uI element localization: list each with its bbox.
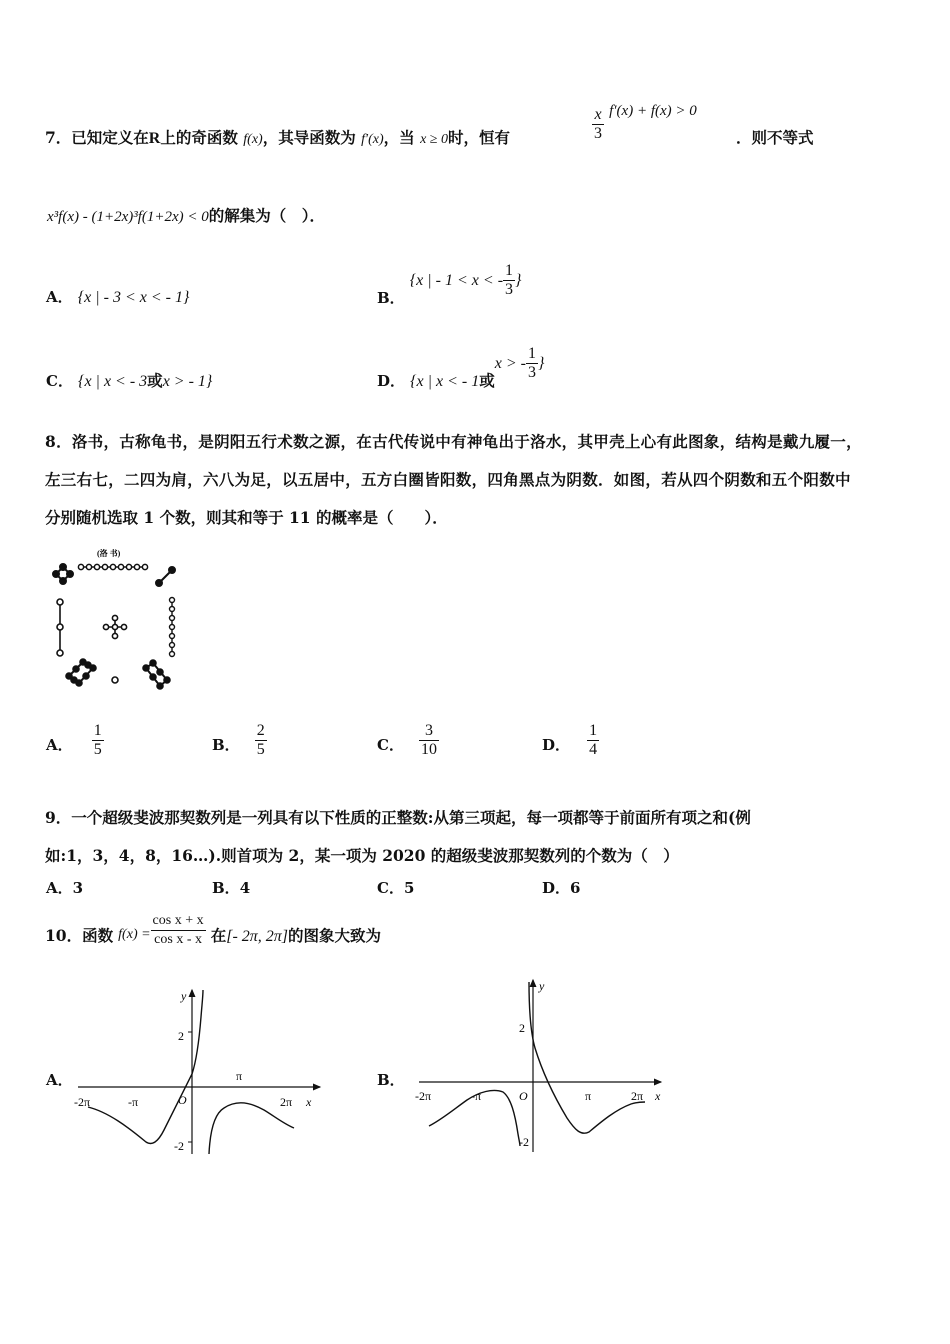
q8-option-a-label: A．	[46, 736, 73, 754]
q7-stem-b: 上的奇函数	[160, 128, 238, 147]
q8-option-a-den: 5	[93, 741, 102, 758]
q7-option-d-close: }	[537, 355, 545, 372]
q7-stem-a: 7．已知定义在	[45, 128, 149, 147]
q7-option-b[interactable]	[377, 262, 521, 308]
q9-option-d-label: D．	[542, 879, 571, 897]
q10-stem-c: 的图象大致为	[288, 926, 382, 945]
graph-b-y-bottom: -2	[519, 1135, 529, 1149]
luoshu-four-yin	[53, 564, 73, 584]
q7-ineq-num: x	[592, 106, 604, 125]
q8-option-d[interactable]	[542, 722, 599, 759]
q7-stem-line1	[45, 126, 510, 148]
q8-option-d-label: D．	[542, 736, 571, 754]
graph-b-origin: O	[519, 1089, 528, 1103]
luoshu-nine-yang	[78, 564, 148, 569]
q7-stem-c: ，其导函数为	[262, 128, 356, 147]
q7-stem-g: 的解集为（ ）．	[208, 206, 326, 225]
q10-stem-a: 10．函数	[45, 926, 114, 945]
q10-option-a-label[interactable]: A．	[46, 1071, 73, 1089]
q9-option-c-value: 5	[403, 879, 415, 897]
q7-option-c-math-b: x > - 1}	[162, 373, 213, 390]
q9-line1: 9．一个超级斐波那契数列是一列具有以下性质的正整数:从第三项起，每一项都等于前面所有项之和(例	[45, 808, 751, 827]
graph-a-curve-right	[209, 1103, 294, 1154]
graph-a-y-bottom: -2	[174, 1139, 184, 1153]
graph-a-x-label: x	[306, 1095, 312, 1109]
q7-stem-line2	[47, 204, 325, 226]
q7-option-b-label: B．	[377, 289, 405, 307]
q8-option-c-num: 3	[419, 722, 439, 741]
luoshu-one-yang	[112, 677, 118, 683]
q9-option-a-value: 3	[72, 879, 84, 897]
q8-option-a[interactable]	[46, 722, 104, 759]
q9-option-c-label: C．	[377, 879, 404, 897]
q7-option-a[interactable]	[46, 286, 189, 307]
q7-ineq-fraction	[592, 106, 604, 143]
q7-option-d-num: 1	[527, 345, 536, 362]
q8-option-b-num: 2	[256, 722, 265, 739]
q7-option-d-math-b: x > -	[494, 355, 526, 372]
q8-option-d-fraction	[587, 722, 599, 759]
graph-a-x-left: -2π	[74, 1095, 91, 1109]
q10-stem-b: 在	[210, 926, 227, 945]
graph-b-x-left: -2π	[415, 1089, 432, 1103]
graph-a-x-mid-right: π	[236, 1069, 243, 1083]
q8-line1: 8．洛书，古称龟书，是阴阳五行术数之源，在古代传说中有神龟出于洛水，其甲壳上心有此图象，结构是戴九履一，	[45, 432, 862, 451]
q7-option-d-den: 3	[527, 364, 536, 381]
graph-a-curve-left	[88, 990, 203, 1144]
luoshu-seven-yang	[170, 598, 175, 657]
luoshu-five-yang	[103, 615, 126, 638]
q7-option-d-or: 或	[479, 371, 495, 390]
q7-option-b-close: }	[515, 272, 522, 289]
q10-fdef: f(x) =	[118, 927, 151, 942]
q9-line2: 如:1，3，4，8，16…).则首项为 2，某一项为 2020 的超级斐波那契数列的个数为（ ）	[45, 846, 679, 865]
q10-stem	[45, 912, 381, 949]
q8-option-d-num: 1	[589, 722, 598, 739]
q7-option-c-label: C．	[46, 372, 73, 390]
graph-b-x-label: x	[655, 1089, 661, 1103]
luoshu-six-yin	[143, 660, 170, 689]
q7-inequality2: x³f(x) - (1+2x)³f(1+2x) < 0	[47, 209, 209, 225]
q8-option-b[interactable]	[212, 722, 267, 759]
q8-option-c[interactable]	[377, 722, 439, 759]
q8-option-c-fraction	[419, 722, 439, 759]
graph-a-origin: O	[178, 1093, 187, 1107]
q7-stem-d: ，当	[383, 128, 415, 147]
q7-option-d-math-a: {x | x < - 1	[410, 373, 480, 390]
q7-set-R: R	[148, 130, 161, 147]
q7-option-a-label: A．	[46, 288, 73, 306]
luoshu-title: (洛 书)	[97, 549, 121, 558]
luoshu-two-yin	[156, 567, 175, 586]
q7-option-c-math-a: {x | x < - 3	[78, 373, 148, 390]
q7-fx: f(x)	[243, 132, 263, 147]
q10-num: cos x + x	[151, 912, 206, 931]
q7-option-b-den: 3	[505, 281, 514, 298]
q8-option-d-den: 4	[589, 741, 598, 758]
graph-b-y-label: y	[539, 979, 545, 993]
q7-option-d-fraction	[526, 345, 538, 382]
q7-option-b-fraction	[503, 262, 515, 299]
q10-den: cos x - x	[154, 932, 202, 947]
q7-option-b-num: 1	[505, 262, 514, 279]
graph-b-curve-right	[529, 982, 645, 1133]
q7-ineq-rest: f′(x) + f(x) > 0	[609, 103, 697, 119]
q7-option-c[interactable]	[46, 369, 212, 391]
graph-a-y-top: 2	[178, 1029, 184, 1043]
q7-stem-e: 时，恒有	[447, 128, 510, 147]
q9-option-b-label: B．	[212, 879, 240, 897]
graph-a-x-right: 2π	[280, 1095, 293, 1109]
q7-ineq-den: 3	[594, 125, 602, 142]
q8-line3: 分别随机选取 1 个数，则其和等于 11 的概率是（ ）．	[45, 508, 448, 527]
graph-b-x-right: 2π	[631, 1089, 644, 1103]
q7-option-b-math: {x | - 1 < x < -	[409, 272, 504, 289]
q7-option-a-math: {x | - 3 < x < - 1}	[77, 289, 190, 306]
q7-option-d-label: D．	[377, 372, 406, 390]
luoshu-eight-yin	[66, 659, 96, 686]
q8-option-a-num: 1	[93, 722, 102, 739]
q10-fraction	[151, 912, 206, 949]
q7-option-d[interactable]	[377, 345, 544, 391]
q10-graph-b[interactable]	[405, 974, 670, 1159]
luoshu-figure	[45, 545, 195, 695]
q9-option-a[interactable]	[46, 877, 83, 898]
q8-option-b-label: B．	[212, 736, 240, 754]
q8-option-c-label: C．	[377, 736, 404, 754]
graph-b-x-mid-left: -π	[471, 1089, 482, 1103]
q8-option-a-fraction	[92, 722, 104, 759]
q10-option-b-label[interactable]: B．	[377, 1071, 405, 1089]
luoshu-three-yang	[57, 599, 63, 656]
graph-a-y-label: y	[181, 989, 187, 1003]
q7-condition: x ≥ 0	[420, 132, 448, 147]
q9-option-d-value: 6	[570, 879, 581, 897]
q9-option-c[interactable]	[377, 877, 414, 898]
graph-a-x-mid-left: -π	[128, 1095, 139, 1109]
q8-option-c-den: 10	[421, 741, 438, 758]
q7-inequality	[592, 103, 697, 143]
q9-option-b[interactable]	[212, 877, 250, 898]
graph-b-x-mid-right: π	[585, 1089, 592, 1103]
graph-b-y-top: 2	[519, 1021, 525, 1035]
q9-option-d[interactable]	[542, 877, 580, 898]
q9-option-b-value: 4	[239, 879, 251, 897]
q8-option-b-fraction	[255, 722, 267, 759]
q10-graph-a[interactable]	[68, 982, 328, 1162]
q8-option-b-den: 5	[256, 741, 265, 758]
q7-stem-f: ．则不等式	[736, 128, 814, 147]
q7-fprime: f′(x)	[361, 132, 384, 147]
q8-line2: 左三右七，二四为肩，六八为足，以五居中，五方白圈皆阳数，四角黑点为阴数．如图，若从四个阴数和五个阳数中	[45, 470, 851, 489]
q10-interval: [- 2π, 2π]	[226, 928, 289, 945]
q9-option-a-label: A．	[46, 879, 73, 897]
q7-option-c-or: 或	[147, 371, 163, 390]
